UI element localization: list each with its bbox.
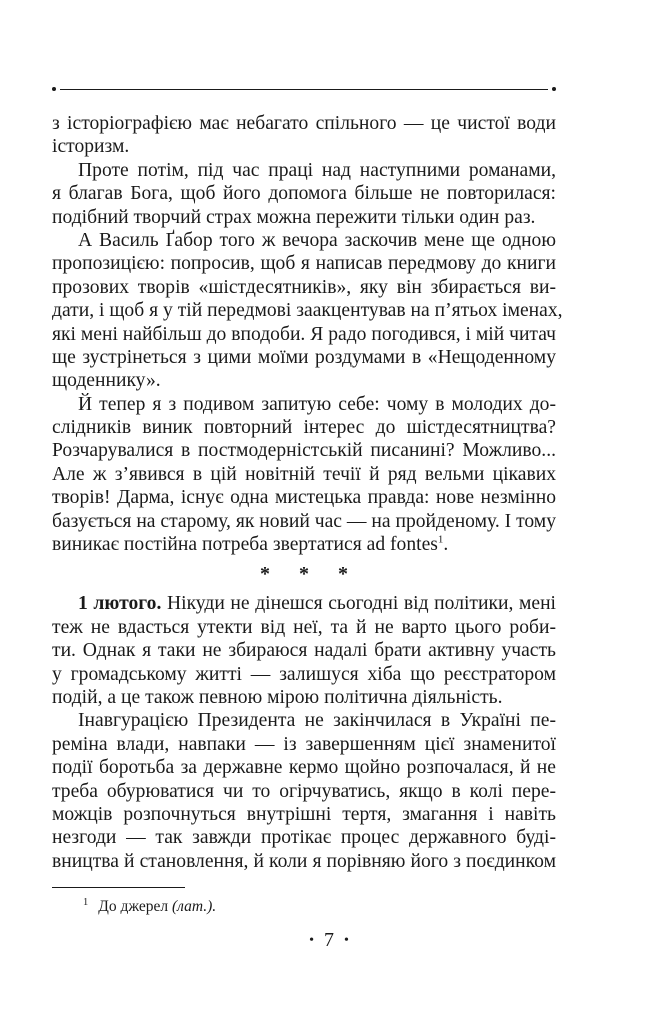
text-line: теж не вдасться утекти від неї, та й не варто цього роби- <box>52 616 556 638</box>
header-rule-dot-right <box>552 87 556 91</box>
header-rule <box>52 85 556 95</box>
text-line: у громадському житті — залишуся хіба що реєстратором <box>52 663 556 685</box>
text-line: виникає постійна потреба звертатися ad fontes <box>52 534 438 556</box>
text-line: Інавгурацією Президента не закінчилася в Україні пе- <box>78 710 556 732</box>
text-line: подій, а це також певною мірою політична діяльність. <box>52 686 503 708</box>
entry-first-line <box>52 592 556 615</box>
section-separator: * * * <box>260 563 360 586</box>
text-line: ще зустрінеться з цими моїми роздумами в «Нещоденному <box>52 346 556 368</box>
text-line: я благав Бога, щоб його допомога більше не повторилася: <box>52 183 556 205</box>
header-rule-line <box>60 89 548 90</box>
text-line: історизм. <box>52 136 130 158</box>
text-line: можців розпочнуться внутрішні тертя, змагання і навіть <box>52 803 556 825</box>
text-line: з історіографією має небагато спільного — це чистої води <box>52 113 556 134</box>
text-line: подібний творчий страх можна пережити тільки один раз. <box>52 206 536 228</box>
text-line: А Василь Ґабор того ж вечора заскочив мене ще одною <box>78 229 556 251</box>
text-line: Розчарувалися в постмодерністській писанині? Можливо... <box>52 440 556 462</box>
entry-date: 1 лютого. <box>78 593 162 615</box>
text-line: незгоди — так завжди протікає процес державного буді- <box>52 827 556 849</box>
footnote-ref[interactable]: 1 <box>437 533 444 546</box>
body-text <box>52 112 563 873</box>
text-line: творів! Дарма, існує одна мистецька правда: нове незмінно <box>52 487 556 509</box>
text-line: слідників виник повторний інтерес до шістдесятництва? <box>52 417 556 439</box>
text-line: базується на старому, як новий час — на пройденому. І тому <box>52 510 556 532</box>
text-line: треба обурюватися чи то огірчуватись, якщо в колі пере- <box>52 780 556 802</box>
page-number-bullet-left: • <box>309 933 314 949</box>
text-line: які мені найбільш до вподоби. Я радо погодився, і мій читач <box>52 323 556 345</box>
page-number-bullet-right: • <box>344 933 349 949</box>
page-number-value: 7 <box>324 929 334 951</box>
text-line: реміна влади, навпаки — із завершенням цієї знаменитої <box>52 733 556 755</box>
text-line: події боротьба за державне кермо щойно розпочалася, й не <box>52 757 556 779</box>
text-line: Проте потім, під час праці над наступними романами, <box>78 159 556 181</box>
text-line-with-footnote: виникає постійна потреба звертатися ad fontes$^1$. <box>52 533 449 556</box>
footnote <box>83 897 216 916</box>
text-line: вництва й становлення, й коли я порівняю його з поєдинком <box>52 850 556 872</box>
page-number <box>0 929 658 952</box>
footnote-rule <box>52 887 185 888</box>
footnote-text: До джерел <box>98 898 172 916</box>
text-line: прозових творів «шістдесятників», яку він збирається ви- <box>52 276 556 298</box>
header-rule-dot-left <box>52 87 56 91</box>
text-line: Й тепер я з подивом запитую себе: чому в молодих до- <box>78 393 556 415</box>
footnote-number: 1 <box>83 897 89 908</box>
text-line: дати, і щоб я у тій передмові заакцентував на п’ятьох іменах, <box>52 300 563 322</box>
text-line: пропозицією: попросив, щоб я написав передмову до книги <box>52 253 556 275</box>
text-line: щоденнику». <box>52 370 161 392</box>
entry-first-line-text: Нікуди не дінешся сьогодні від політики, мені <box>161 593 556 615</box>
text-line: ти. Однак я таки не збираюся надалі брати активну участь <box>52 640 556 662</box>
text-line: Але ж з’явився в цій новітній течії й ряд вельми цікавих <box>52 463 556 485</box>
footnote-italic: (лат.). <box>171 898 217 916</box>
